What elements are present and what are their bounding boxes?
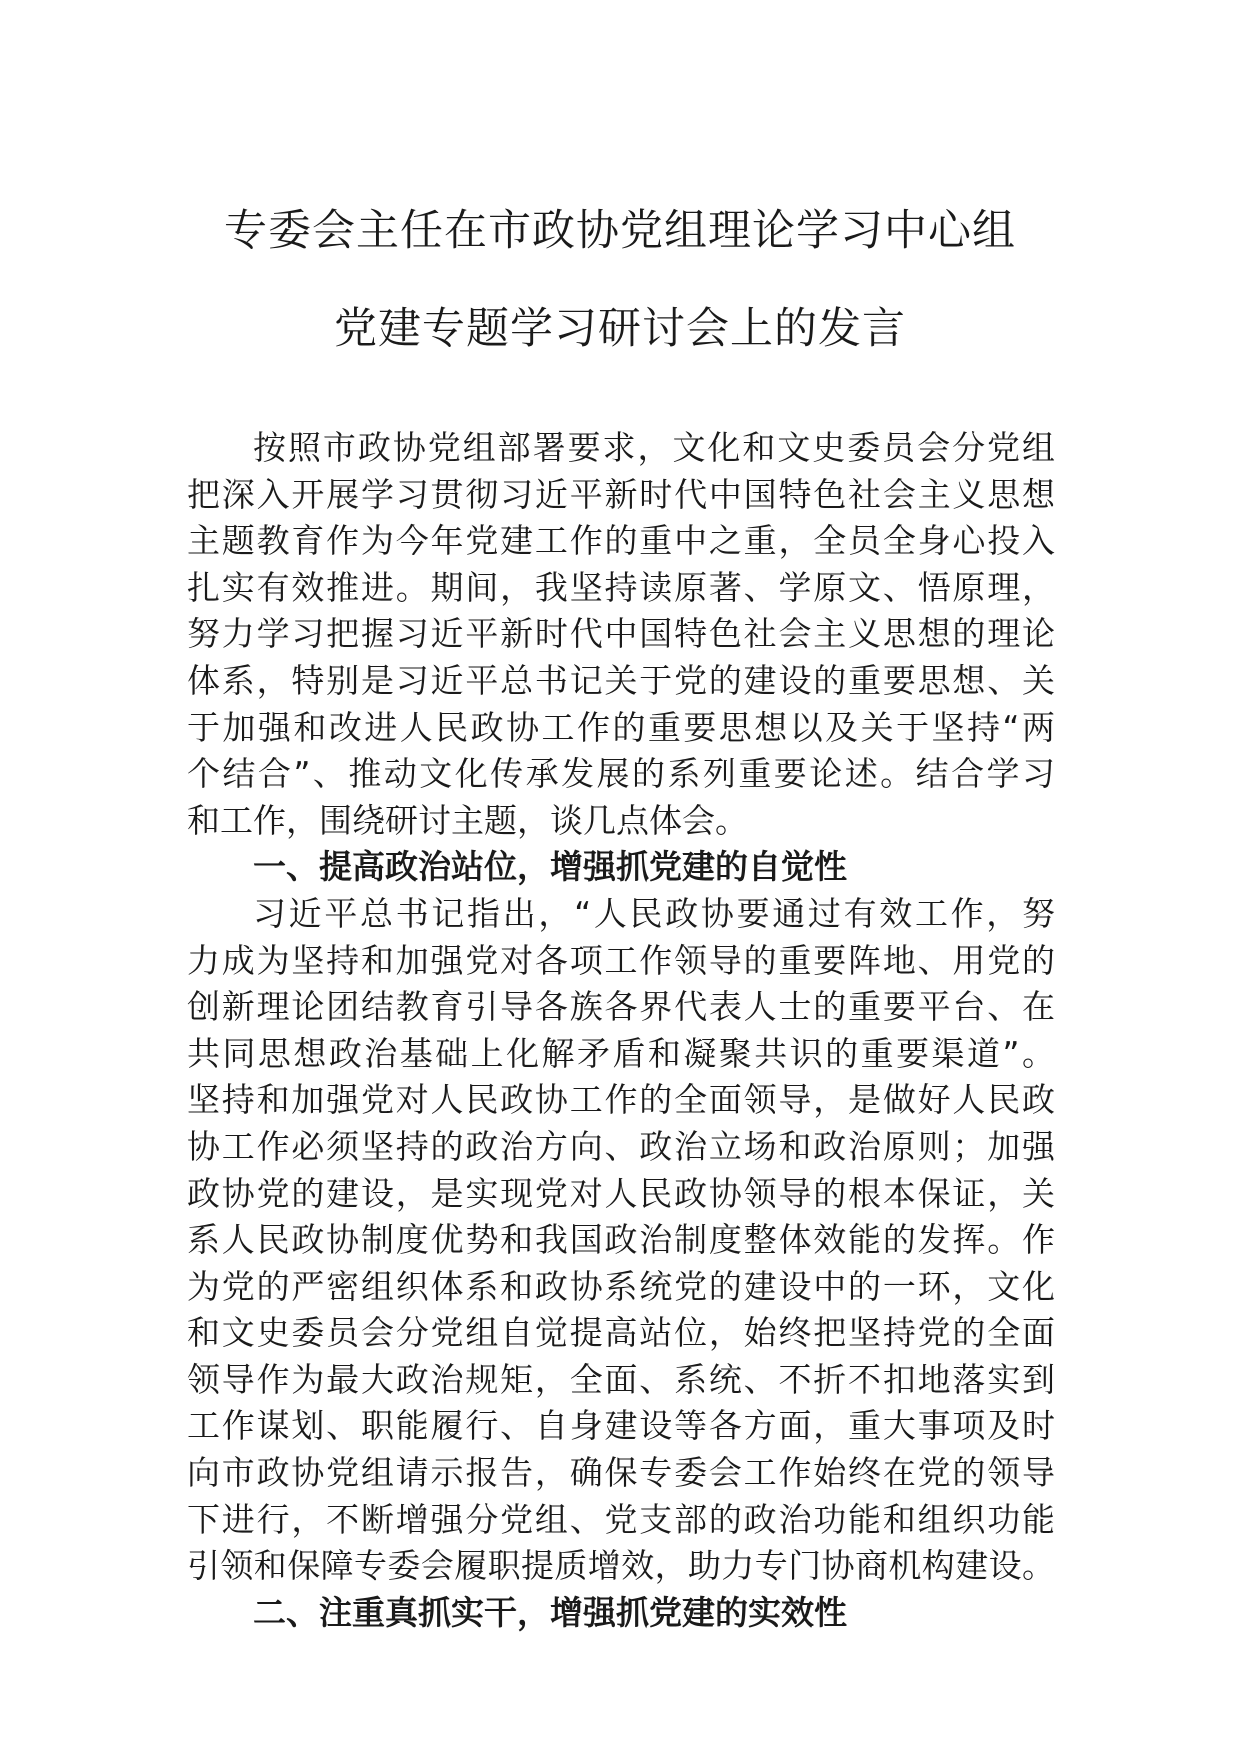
paragraph-line: 个结合”、推动文化传承发展的系列重要论述。结合学习 bbox=[187, 754, 1055, 794]
paragraph-line: 创新理论团结教育引导各族各界代表人士的重要平台、在 bbox=[187, 987, 1055, 1027]
section-heading: 一、提高政治站位，增强抓党建的自觉性 bbox=[253, 847, 847, 887]
paragraph-line: 把深入开展学习贯彻习近平新时代中国特色社会主义思想 bbox=[187, 474, 1055, 514]
paragraph-line: 于加强和改进人民政协工作的重要思想以及关于坚持“两 bbox=[187, 707, 1055, 747]
section-heading: 二、注重真抓实干，增强抓党建的实效性 bbox=[253, 1592, 847, 1632]
paragraph-line: 领导作为最大政治规矩，全面、系统、不折不扣地落实到 bbox=[187, 1359, 1055, 1399]
paragraph-line: 为党的严密组织体系和政协系统党的建设中的一环，文化 bbox=[187, 1266, 1055, 1306]
paragraph-line: 按照市政协党组部署要求，文化和文史委员会分党组 bbox=[253, 428, 1055, 467]
paragraph-line: 下进行，不断增强分党组、党支部的政治功能和组织功能 bbox=[187, 1499, 1055, 1539]
paragraph-line: 扎实有效推进。期间，我坚持读原著、学原文、悟原理， bbox=[187, 567, 1055, 607]
document-body bbox=[187, 427, 1055, 1638]
paragraph-line: 体系，特别是习近平总书记关于党的建设的重要思想、关 bbox=[187, 660, 1055, 700]
title-line-1: 专委会主任在市政协党组理论学习中心组 bbox=[224, 206, 1016, 256]
document-title bbox=[150, 206, 1090, 402]
paragraph-line: 系人民政协制度优势和我国政治制度整体效能的发挥。作 bbox=[187, 1220, 1055, 1260]
paragraph-line: 向市政协党组请示报告，确保专委会工作始终在党的领导 bbox=[187, 1453, 1055, 1493]
paragraph-line: 和文史委员会分党组自觉提高站位，始终把坚持党的全面 bbox=[187, 1313, 1055, 1353]
title-line-2: 党建专题学习研讨会上的发言 bbox=[334, 304, 906, 354]
paragraph-line: 坚持和加强党对人民政协工作的全面领导，是做好人民政 bbox=[187, 1080, 1055, 1120]
paragraph-line: 共同思想政治基础上化解矛盾和凝聚共识的重要渠道”。 bbox=[187, 1033, 1055, 1073]
paragraph-line: 主题教育作为今年党建工作的重中之重，全员全身心投入 bbox=[187, 521, 1055, 561]
paragraph-line: 政协党的建设，是实现党对人民政协领导的根本保证，关 bbox=[187, 1173, 1055, 1213]
paragraph-line: 和工作，围绕研讨主题，谈几点体会。 bbox=[187, 800, 748, 840]
paragraph-line: 力成为坚持和加强党对各项工作领导的重要阵地、用党的 bbox=[187, 940, 1055, 980]
paragraph-line: 努力学习把握习近平新时代中国特色社会主义思想的理论 bbox=[187, 614, 1055, 654]
paragraph-line: 协工作必须坚持的政治方向、政治立场和政治原则；加强 bbox=[187, 1126, 1055, 1166]
paragraph-line: 工作谋划、职能履行、自身建设等各方面，重大事项及时 bbox=[187, 1406, 1055, 1446]
paragraph-line: 习近平总书记指出，“人民政协要通过有效工作，努 bbox=[253, 893, 1055, 933]
paragraph-line: 引领和保障专委会履职提质增效，助力专门协商机构建设。 bbox=[187, 1546, 1055, 1586]
